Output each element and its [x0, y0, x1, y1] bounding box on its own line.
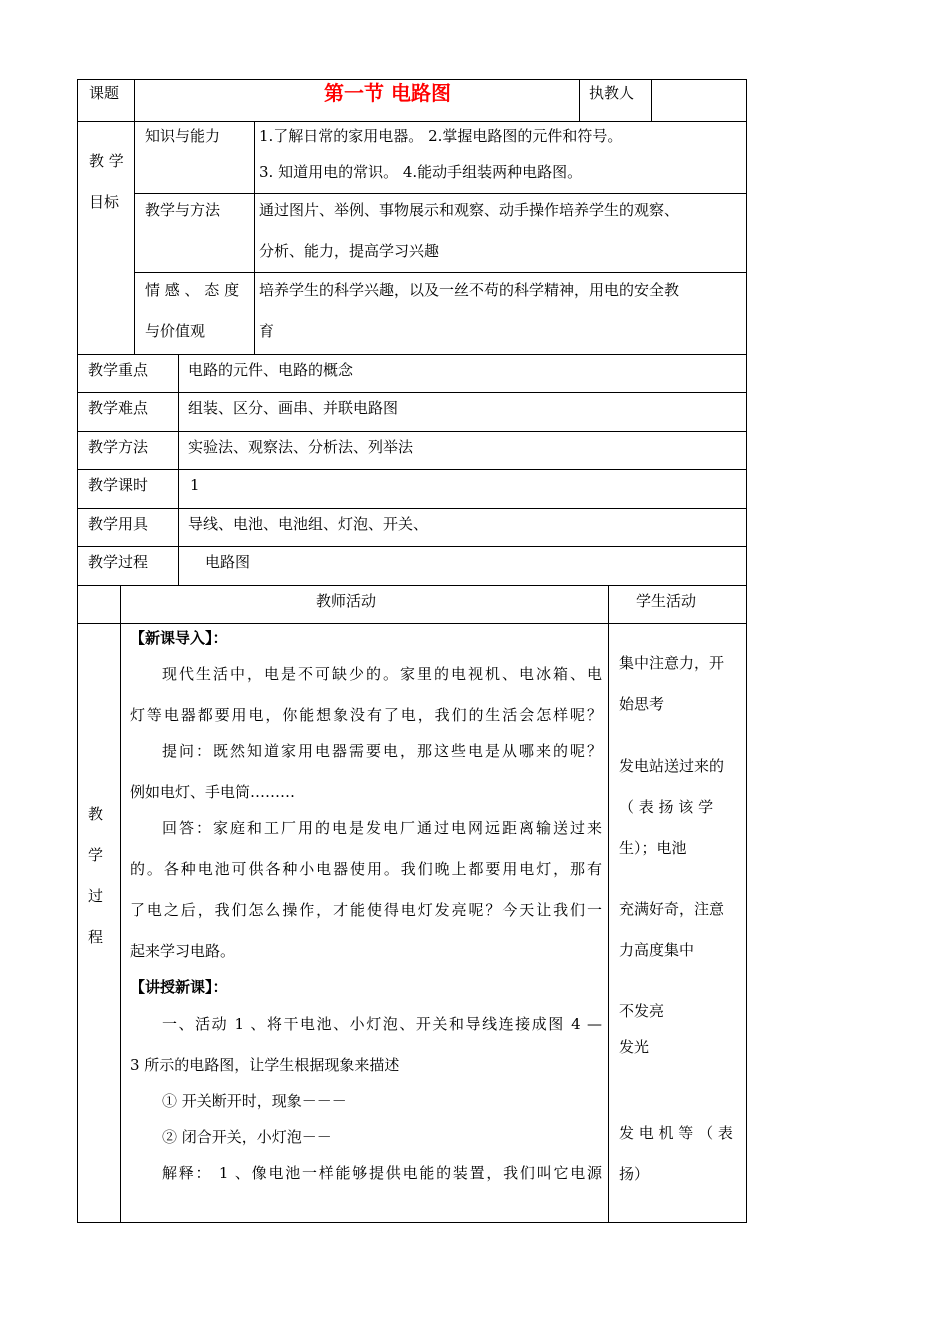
- objective-text-line: 1.了解日常的家用电器。 2.掌握电路图的元件和符号。: [259, 127, 623, 145]
- table-border-bottom: [77, 1222, 747, 1223]
- row-divider: [77, 623, 747, 624]
- info-value-hours: 1: [190, 476, 200, 494]
- process-side-label-char: 过: [88, 887, 104, 905]
- table-border-left: [77, 79, 78, 1223]
- student-activity-header: 学生活动: [636, 592, 697, 610]
- info-label-process: 教学过程: [88, 553, 149, 571]
- teacher-text-line: 回答：家庭和工厂用的电是发电厂通过电网远距离输送过来: [162, 819, 602, 837]
- col-divider: [651, 79, 652, 122]
- student-text-line: 生）；电池: [619, 839, 687, 857]
- topic-label: 课题: [89, 84, 120, 102]
- teacher-text-line: ① 开关断开时，现象－－－: [162, 1092, 347, 1110]
- section-heading-intro: 【新课导入】：: [130, 629, 228, 647]
- info-value-process: 电路图: [205, 553, 251, 571]
- col-divider: [178, 354, 179, 586]
- teacher-text-line: 提问：既然知道家用电器需要电，那这些电是从哪来的呢？: [162, 742, 602, 760]
- info-label-methods: 教学方法: [88, 438, 149, 456]
- info-label-difficulties: 教学难点: [88, 399, 149, 417]
- objective-label-method: 教学与方法: [145, 201, 221, 219]
- teacher-text-line: 了电之后，我们怎么操作，才能使得电灯发亮呢？今天让我们一: [130, 901, 602, 919]
- info-value-difficulties: 组装、区分、画串、并联电路图: [188, 399, 399, 417]
- objective-text-line: 培养学生的科学兴趣，以及一丝不苟的科学精神，用电的安全教: [259, 281, 680, 299]
- col-divider: [608, 585, 609, 1223]
- student-text-line: 集中注意力，开: [619, 654, 725, 672]
- objectives-label-line2: 目标: [89, 193, 120, 211]
- section-heading-new-lesson: 【讲授新课】：: [130, 978, 228, 996]
- objective-text-line: 育: [259, 322, 275, 340]
- row-divider: [77, 121, 747, 122]
- info-label-hours: 教学课时: [88, 476, 149, 494]
- table-border-top: [77, 79, 747, 80]
- teacher-text-line: 例如电灯、手电筒………: [130, 783, 296, 801]
- objective-label-attitude-line2: 与价值观: [145, 322, 206, 340]
- process-side-label-char: 程: [88, 928, 104, 946]
- objective-label-knowledge: 知识与能力: [145, 127, 221, 145]
- teacher-text-line: 3 所示的电路图，让学生根据现象来描述: [130, 1056, 400, 1074]
- objective-text-line: 分析、能力，提高学习兴趣: [259, 242, 440, 260]
- student-text-line: 不发亮: [619, 1002, 665, 1020]
- student-text-line: 发光: [619, 1038, 650, 1056]
- col-divider: [254, 121, 255, 355]
- info-label-key-points: 教学重点: [88, 361, 149, 379]
- info-value-key-points: 电路的元件、电路的概念: [188, 361, 354, 379]
- student-text-line: 发 电 机 等 （ 表: [619, 1124, 733, 1142]
- table-border-right: [746, 79, 747, 1223]
- student-text-line: 发电站送过来的: [619, 757, 725, 775]
- student-text-line: 扬）: [619, 1165, 650, 1183]
- col-divider: [120, 585, 121, 1223]
- process-side-label-char: 教: [88, 805, 104, 823]
- objective-text-line: 3. 知道用电的常识。 4.能动手组装两种电路图。: [259, 163, 583, 181]
- student-text-line: 充满好奇，注意: [619, 900, 725, 918]
- teacher-text-line: 起来学习电路。: [130, 942, 236, 960]
- teacher-text-line: 灯等电器都要用电，你能想象没有了电，我们的生活会怎样呢？: [130, 706, 602, 724]
- process-side-label-char: 学: [88, 846, 104, 864]
- info-value-tools: 导线、电池、电池组、灯泡、开关、: [188, 515, 429, 533]
- teacher-text-line: 现代生活中，电是不可缺少的。家里的电视机、电冰箱、电: [162, 665, 602, 683]
- teacher-activity-header: 教师活动: [316, 592, 377, 610]
- lesson-title: 第一节 电路图: [324, 81, 451, 105]
- teacher-text-line: 一、活动 1 、将干电池、小灯泡、开关和导线连接成图 4 —: [162, 1015, 602, 1033]
- student-text-line: 力高度集中: [619, 941, 695, 959]
- info-value-methods: 实验法、观察法、分析法、列举法: [188, 438, 414, 456]
- objectives-label-line1: 教 学: [89, 152, 124, 170]
- info-label-tools: 教学用具: [88, 515, 149, 533]
- row-divider: [134, 272, 747, 273]
- objective-text-line: 通过图片、举例、事物展示和观察、动手操作培养学生的观察、: [259, 201, 680, 219]
- row-divider: [134, 193, 747, 194]
- objective-label-attitude-line1: 情 感 、 态 度: [145, 281, 240, 299]
- student-text-line: （ 表 扬 该 学: [619, 798, 714, 816]
- student-text-line: 始思考: [619, 695, 665, 713]
- teacher-text-line: 解释： 1 、像电池一样能够提供电能的装置，我们叫它电源: [162, 1164, 602, 1182]
- teacher-text-line: ② 闭合开关，小灯泡－－: [162, 1128, 332, 1146]
- col-divider: [579, 79, 580, 122]
- col-divider: [134, 79, 135, 355]
- teacher-text-line: 的。各种电池可供各种小电器使用。我们晚上都要用电灯，那有: [130, 860, 602, 878]
- teacher-label: 执教人: [589, 84, 635, 102]
